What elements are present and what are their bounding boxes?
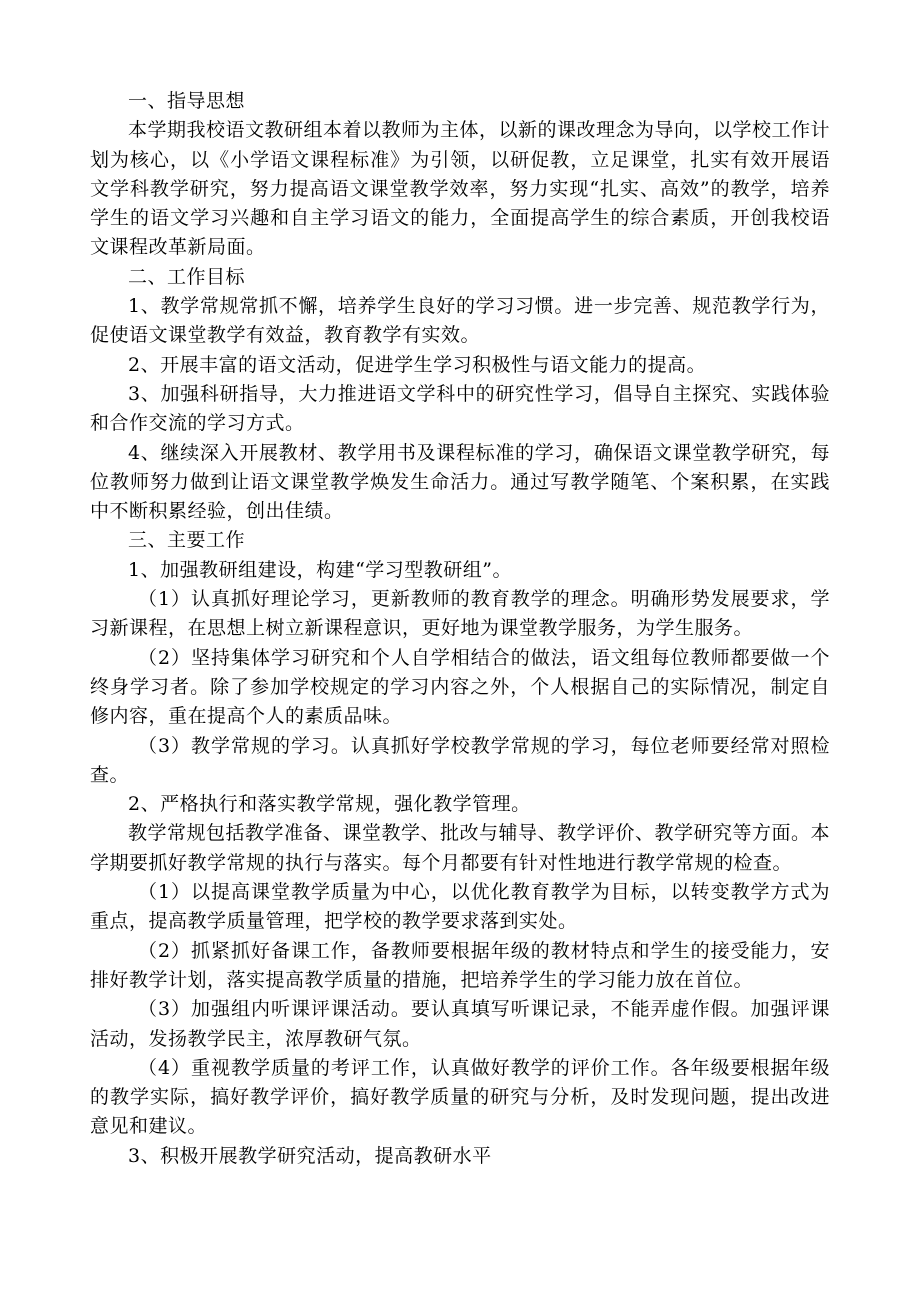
section-heading-work-goals: 二、工作目标 <box>128 265 246 288</box>
section-heading-guiding-ideology: 一、指导思想 <box>128 90 246 112</box>
work-item-3: 3、积极开展教学研究活动，提高教研水平 <box>128 1144 492 1167</box>
section-heading-main-work: 三、主要工作 <box>128 529 246 552</box>
goal-item-1: 1、教学常规常抓不懈，培养学生良好的学习习惯。进一步完善、规范教学行为，促使语文课堂教学有效益，教育教学有实效。 <box>90 295 830 347</box>
work-item-2: 2、严格执行和落实教学常规，强化教学管理。 <box>128 793 531 816</box>
work-item-2-intro: 教学常规包括教学准备、课堂教学、批改与辅导、教学评价、教学研究等方面。本学期要抓好教学常规的执行与落实。每个月都要有针对性地进行教学常规的检查。 <box>90 822 831 874</box>
work-item-1: 1、加强教研组建设，构建“学习型教研组”。 <box>128 558 513 581</box>
paragraph-guiding-ideology: 本学期我校语文教研组本着以教师为主体，以新的课改理念为导向，以学校工作计划为核心，以《小学语文课程标准》为引领，以研促教，立足课堂，扎实有效开展语文学科教学研究，努力提高语文课堂教学效率，努力实现“扎实、高效”的教学，培养学生的语文学习兴趣和自主学习语文的能力，全面提高学生的综合素质，开创我校语文课程改革新局面。 <box>90 119 831 259</box>
work-item-2-sub-1: （1）以提高课堂教学质量为中心，以优化教育教学为目标，以转变教学方式为重点，提高教学质量管理，把学校的教学要求落到实处。 <box>90 881 830 933</box>
work-item-1-sub-3: （3）教学常规的学习。认真抓好学校教学常规的学习，每位老师要经常对照检查。 <box>90 734 830 786</box>
work-item-2-sub-4: （4）重视教学质量的考评工作，认真做好教学的评价工作。各年级要根据年级的教学实际，搞好教学评价，搞好教学质量的研究与分析，及时发现问题，提出改进意见和建议。 <box>90 1056 830 1138</box>
work-item-2-sub-3: （3）加强组内听课评课活动。要认真填写听课记录，不能弄虚作假。加强评课活动，发扬教学民主，浓厚教研气氛。 <box>90 998 830 1050</box>
goal-item-3: 3、加强科研指导，大力推进语文学科中的研究性学习，倡导自主探究、实践体验和合作交流的学习方式。 <box>90 382 830 435</box>
work-item-2-sub-2: （2）抓紧抓好备课工作，备教师要根据年级的教材特点和学生的接受能力，安排好教学计划，落实提高教学质量的措施，把培养学生的学习能力放在首位。 <box>90 939 830 991</box>
work-item-1-sub-2: （2）坚持集体学习研究和个人自学相结合的做法，语文组每位教师都要做一个终身学习者。除了参加学校规定的学习内容之外，个人根据自己的实际情况，制定自修内容，重在提高个人的素质品味。 <box>90 646 830 728</box>
goal-item-2: 2、开展丰富的语文活动，促进学生学习积极性与语文能力的提高。 <box>128 353 707 376</box>
document-body <box>90 87 830 1171</box>
goal-item-4: 4、继续深入开展教材、教学用书及课程标准的学习，确保语文课堂教学研究，每位教师努力做到让语文课堂教学焕发生命活力。通过写教学随笔、个案积累，在实践中不断积累经验，创出佳绩。 <box>90 441 830 523</box>
work-item-1-sub-1: （1）认真抓好理论学习，更新教师的教育教学的理念。明确形势发展要求，学习新课程，在思想上树立新课程意识，更好地为课堂教学服务，为学生服务。 <box>90 588 830 640</box>
